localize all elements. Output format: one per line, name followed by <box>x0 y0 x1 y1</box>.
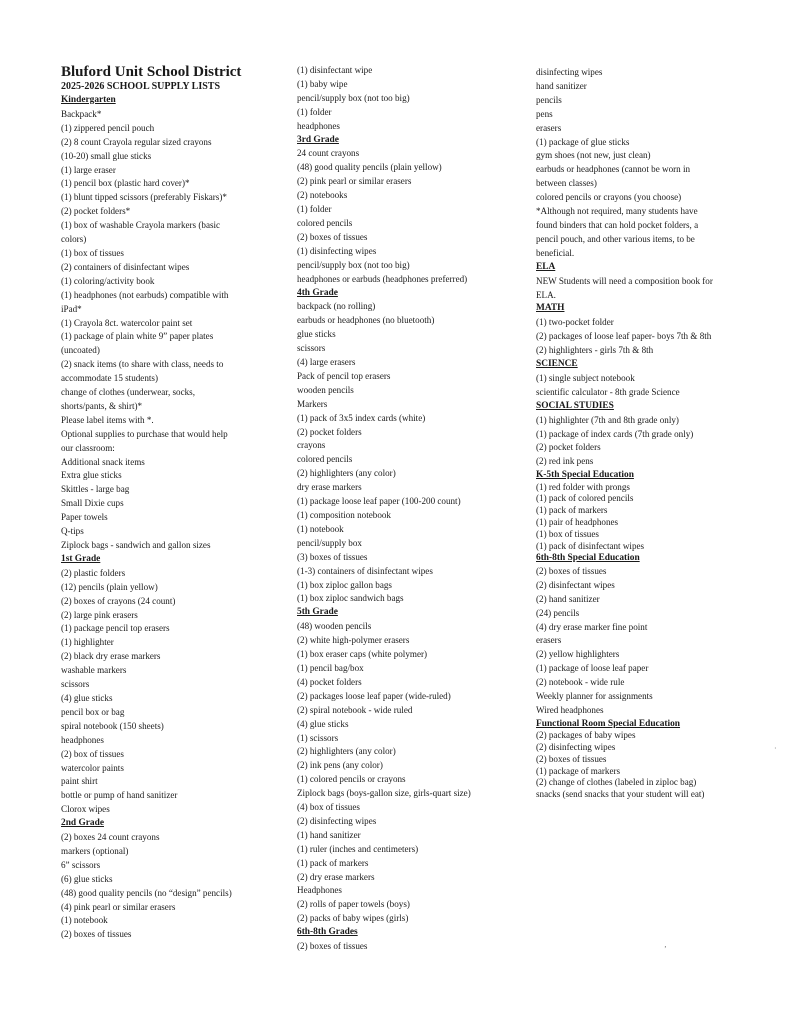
supply-item: colored pencils or crayons (you choose) <box>536 192 682 203</box>
supply-item: (2) highlighters (any color) <box>297 746 396 757</box>
supply-item: scientific calculator - 8th grade Science <box>536 386 680 397</box>
section-heading: 4th Grade <box>297 287 338 298</box>
supply-item: headphones or earbuds (headphones preferred) <box>297 273 468 284</box>
supply-item: earbuds or headphones (no bluetooth) <box>297 315 435 326</box>
section-heading: SCIENCE <box>536 359 578 370</box>
supply-item: (2) boxes of tissues <box>61 929 132 940</box>
supply-item: Q-tips <box>61 526 84 537</box>
supply-item: (2) boxes of tissues <box>536 565 607 576</box>
supply-item: (2) pocket folders <box>297 426 362 437</box>
supply-item: beneficial. <box>536 247 575 258</box>
supply-item: pencil box or bag <box>61 706 125 717</box>
supply-item: (2) packs of baby wipes (girls) <box>297 913 409 924</box>
supply-item: (1) composition notebook <box>297 510 391 520</box>
supply-item: (2) large pink erasers <box>61 609 138 620</box>
supply-item: (2) white high-polymer erasers <box>297 635 410 646</box>
supply-item: our classroom: <box>61 442 115 453</box>
supply-item: iPad* <box>61 303 82 314</box>
section-heading: Functional Room Special Education <box>536 718 681 729</box>
section-heading: 6th-8th Special Education <box>536 553 640 564</box>
supply-item: snacks (send snacks that your student will eat) <box>536 789 705 800</box>
supply-item: (1) highlighter (7th and 8th grade only) <box>536 414 679 425</box>
supply-item: (48) wooden pencils <box>297 621 372 632</box>
supply-item: (2) black dry erase markers <box>61 651 161 662</box>
supply-item: (1) colored pencils or crayons <box>297 774 406 785</box>
district-title: Bluford Unit School District <box>61 64 242 80</box>
supply-item: (1) pencil box (plastic hard cover)* <box>61 178 190 189</box>
supply-item: dry erase markers <box>297 482 362 493</box>
supply-item: Headphones <box>297 885 342 896</box>
supply-item: (1) box of tissues <box>536 528 599 539</box>
supply-item: (2) notebook - wide rule <box>536 677 625 688</box>
supply-item: (2) notebooks <box>297 190 348 201</box>
supply-item: Clorox wipes <box>61 804 110 815</box>
section-heading: 2nd Grade <box>61 818 104 829</box>
supply-item: Please label items with *. <box>61 414 154 425</box>
supply-item: (2) ink pens (any color) <box>297 760 383 771</box>
supply-item: (1) highlighter <box>61 637 114 648</box>
supply-item: (1) package of loose leaf paper <box>536 663 649 674</box>
supply-item: (4) large erasers <box>297 357 356 368</box>
supply-item: (1) package of glue sticks <box>536 136 630 147</box>
supply-item: spiral notebook (150 sheets) <box>61 720 164 731</box>
supply-item: (1) package of plain white 9” paper plates <box>61 331 214 342</box>
supply-item: headphones <box>61 734 104 745</box>
supply-item: ELA. <box>536 289 556 300</box>
supply-item: (2) disinfecting wipes <box>297 815 377 826</box>
supply-item: change of clothes (underwear, socks, <box>61 387 195 398</box>
supply-item: (1) package of markers <box>536 765 621 776</box>
supply-item: (48) good quality pencils (no “design” pencils) <box>61 887 232 898</box>
supply-item: (12) pencils (plain yellow) <box>61 581 158 592</box>
supply-item: (1) notebook <box>61 915 108 926</box>
supply-item: (1) pair of headphones <box>536 517 619 528</box>
supply-item: wooden pencils <box>297 384 354 395</box>
supply-item: Markers <box>297 398 328 409</box>
supply-item: (2) packages loose leaf paper (wide-ruled) <box>297 690 451 701</box>
supply-item: (2) pink pearl or similar erasers <box>297 176 412 187</box>
section-heading: Kindergarten <box>61 95 116 105</box>
supply-item: (24) pencils <box>536 607 580 618</box>
supply-item: (4) pink pearl or similar erasers <box>61 901 176 912</box>
supply-item: hand sanitizer <box>536 80 587 91</box>
supply-item: (4) glue sticks <box>297 718 349 729</box>
supply-item: between classes) <box>536 178 597 189</box>
supply-item: (4) dry erase marker fine point <box>536 621 648 632</box>
supply-item: Paper towels <box>61 512 108 523</box>
supply-item: pens <box>536 108 553 119</box>
supply-item: (1) large eraser <box>61 164 116 175</box>
supply-item: (uncoated) <box>61 345 100 356</box>
scan-speck: ‚ <box>664 940 667 949</box>
column-1-list <box>61 94 286 942</box>
supply-item: watercolor paints <box>61 762 124 773</box>
section-heading: 3rd Grade <box>297 134 339 145</box>
supply-item: bottle or pump of hand sanitizer <box>61 790 178 801</box>
column-2-list <box>297 64 527 954</box>
supply-item: (1) pack of 3x5 index cards (white) <box>297 412 426 423</box>
supply-item: (1) box ziploc sandwich bags <box>297 593 404 604</box>
supply-item: markers (optional) <box>61 845 129 856</box>
supply-item: (2) snack items (to share with class, needs to <box>61 359 224 370</box>
supply-item: Ziplock bags (boys-gallon size, girls-quart size) <box>297 788 471 799</box>
supply-item: (2) highlighters - girls 7th & 8th <box>536 345 654 356</box>
supply-item: (1) coloring/activity book <box>61 275 155 286</box>
supply-item: (1) hand sanitizer <box>297 829 361 840</box>
supply-item: (2) boxes of tissues <box>536 753 607 764</box>
supply-item: (1) disinfecting wipes <box>297 245 377 256</box>
supply-item: scissors <box>61 679 90 690</box>
supply-item: (2) boxes of tissues <box>297 231 368 242</box>
supply-item: washable markers <box>61 665 127 676</box>
supply-item: (2) packages of baby wipes <box>536 730 636 741</box>
supply-item: colored pencils <box>297 217 353 228</box>
supply-item: (2) rolls of paper towels (boys) <box>297 899 410 910</box>
section-heading: SOCIAL STUDIES <box>536 400 614 411</box>
supply-item: scissors <box>297 343 326 354</box>
supply-item: (1) box eraser caps (white polymer) <box>297 649 428 660</box>
scan-speck: · <box>774 744 777 753</box>
supply-item: Extra glue sticks <box>61 470 122 481</box>
section-heading: 6th-8th Grades <box>297 927 358 938</box>
supply-item: pencil pouch, and other various items, to be <box>536 233 695 244</box>
supply-item: paint shirt <box>61 776 98 787</box>
supply-item: (2) disinfecting wipes <box>536 742 616 753</box>
supply-item: pencil/supply box (not too big) <box>297 92 410 103</box>
supply-item: pencil/supply box (not too big) <box>297 259 410 270</box>
section-heading: 1st Grade <box>61 553 101 564</box>
list-title: 2025-2026 SCHOOL SUPPLY LISTS <box>61 81 221 92</box>
supply-item: (2) box of tissues <box>61 748 124 759</box>
supply-item: (1) pack of markers <box>536 505 608 516</box>
supply-item: erasers <box>536 635 562 646</box>
supply-item: (1) box of tissues <box>61 247 124 258</box>
section-heading: 5th Grade <box>297 607 338 618</box>
supply-item: (2) change of clothes (labeled in ziploc bag) <box>536 777 697 788</box>
supply-item: (1) headphones (not earbuds) compatible with <box>61 289 229 300</box>
supply-item: (1) zippered pencil pouch <box>61 122 155 133</box>
supply-item: (1) scissors <box>297 732 339 743</box>
supply-item: colors) <box>61 234 87 245</box>
supply-item: pencil/supply box <box>297 537 362 548</box>
supply-item: 24 count crayons <box>297 148 360 159</box>
supply-item: (4) glue sticks <box>61 692 113 703</box>
section-heading: ELA <box>536 261 556 272</box>
supply-item: (1) folder <box>297 204 332 215</box>
supply-item: erasers <box>536 122 562 133</box>
supply-item: disinfecting wipes <box>536 67 603 77</box>
supply-item: (2) yellow highlighters <box>536 649 620 660</box>
supply-item: *Although not required, many students have <box>536 206 698 217</box>
supply-item: (1) single subject notebook <box>536 372 635 383</box>
supply-item: (1) red folder with prongs <box>536 481 630 492</box>
supply-item: 6” scissors <box>61 859 101 870</box>
supply-item: (2) red ink pens <box>536 456 594 467</box>
supply-item: accommodate 15 students) <box>61 373 158 384</box>
supply-item: pencils <box>536 94 562 105</box>
supply-item: (3) boxes of tissues <box>297 551 368 562</box>
supply-item: (1) ruler (inches and centimeters) <box>297 843 419 854</box>
supply-item: Additional snack items <box>61 456 145 467</box>
supply-item: (1-3) containers of disinfectant wipes <box>297 565 433 576</box>
supply-item: (2) plastic folders <box>61 567 126 578</box>
supply-item: Backpack* <box>61 108 102 119</box>
supply-item: (1) baby wipe <box>297 78 348 89</box>
supply-item: Pack of pencil top erasers <box>297 370 391 381</box>
column-3 <box>536 66 761 801</box>
supply-item: (1) package pencil top erasers <box>61 623 170 634</box>
supply-item: (2) hand sanitizer <box>536 593 600 604</box>
supply-item: (1) box ziploc gallon bags <box>297 579 392 590</box>
column-2 <box>297 64 527 954</box>
column-3-list <box>536 66 761 801</box>
supply-item: (2) spiral notebook - wide ruled <box>297 704 413 715</box>
supply-item: (10-20) small glue sticks <box>61 150 152 161</box>
supply-item: colored pencils <box>297 454 353 465</box>
supply-item: (4) box of tissues <box>297 802 360 813</box>
supply-item: (1) disinfectant wipe <box>297 65 373 75</box>
supply-item: (1) notebook <box>297 523 344 534</box>
supply-item: (2) highlighters (any color) <box>297 468 396 479</box>
supply-item: (1) pack of markers <box>297 857 369 868</box>
supply-item: (4) pocket folders <box>297 676 362 687</box>
section-heading: MATH <box>536 303 565 314</box>
supply-item: (1) blunt tipped scissors (preferably Fiskars)* <box>61 192 227 203</box>
supply-item: (1) folder <box>297 106 332 117</box>
supply-item: (48) good quality pencils (plain yellow) <box>297 162 442 173</box>
supply-item: glue sticks <box>297 329 336 340</box>
supply-item: (1) two-pocket folder <box>536 317 614 328</box>
supply-item: Weekly planner for assignments <box>536 691 653 702</box>
supply-item: shorts/pants, & shirt)* <box>61 400 143 411</box>
supply-item: (1) pencil bag/box <box>297 662 364 673</box>
supply-item: Ziplock bags - sandwich and gallon sizes <box>61 540 211 550</box>
supply-item: (2) boxes of crayons (24 count) <box>61 595 176 606</box>
supply-item: found binders that can hold pocket folders, a <box>536 219 699 230</box>
supply-item: (2) disinfectant wipes <box>536 579 615 590</box>
supply-item: (2) 8 count Crayola regular sized crayons <box>61 136 212 147</box>
supply-item: gym shoes (not new, just clean) <box>536 150 651 161</box>
supply-item: earbuds or headphones (cannot be worn in <box>536 164 691 175</box>
supply-item: (2) boxes of tissues <box>297 941 368 952</box>
supply-item: crayons <box>297 440 326 451</box>
supply-item: Skittles - large bag <box>61 484 130 495</box>
supply-item: (2) packages of loose leaf paper- boys 7th & 8th <box>536 331 712 342</box>
supply-item: (1) pack of disinfectant wipes <box>536 540 645 551</box>
supply-item: (2) containers of disinfectant wipes <box>61 261 190 272</box>
supply-item: Optional supplies to purchase that would help <box>61 428 228 439</box>
supply-item: (2) dry erase markers <box>297 871 375 882</box>
supply-item: (1) package loose leaf paper (100-200 count) <box>297 496 461 507</box>
supply-item: headphones <box>297 120 340 131</box>
supply-item: (2) pocket folders <box>536 442 601 453</box>
supply-item: (6) glue sticks <box>61 873 113 884</box>
supply-item: (2) boxes 24 count crayons <box>61 832 160 843</box>
supply-item: backpack (no rolling) <box>297 301 376 312</box>
supply-item: (1) Crayola 8ct. watercolor paint set <box>61 317 193 328</box>
supply-item: Wired headphones <box>536 704 604 715</box>
supply-item: (2) pocket folders* <box>61 206 131 217</box>
supply-item: (1) package of index cards (7th grade only) <box>536 428 694 439</box>
supply-item: NEW Students will need a composition book for <box>536 275 713 286</box>
supply-item: (1) box of washable Crayola markers (basic <box>61 220 221 231</box>
section-heading: K-5th Special Education <box>536 470 634 481</box>
column-1 <box>61 64 286 942</box>
supply-item: (1) pack of colored pencils <box>536 493 634 504</box>
supply-item: Small Dixie cups <box>61 498 124 509</box>
